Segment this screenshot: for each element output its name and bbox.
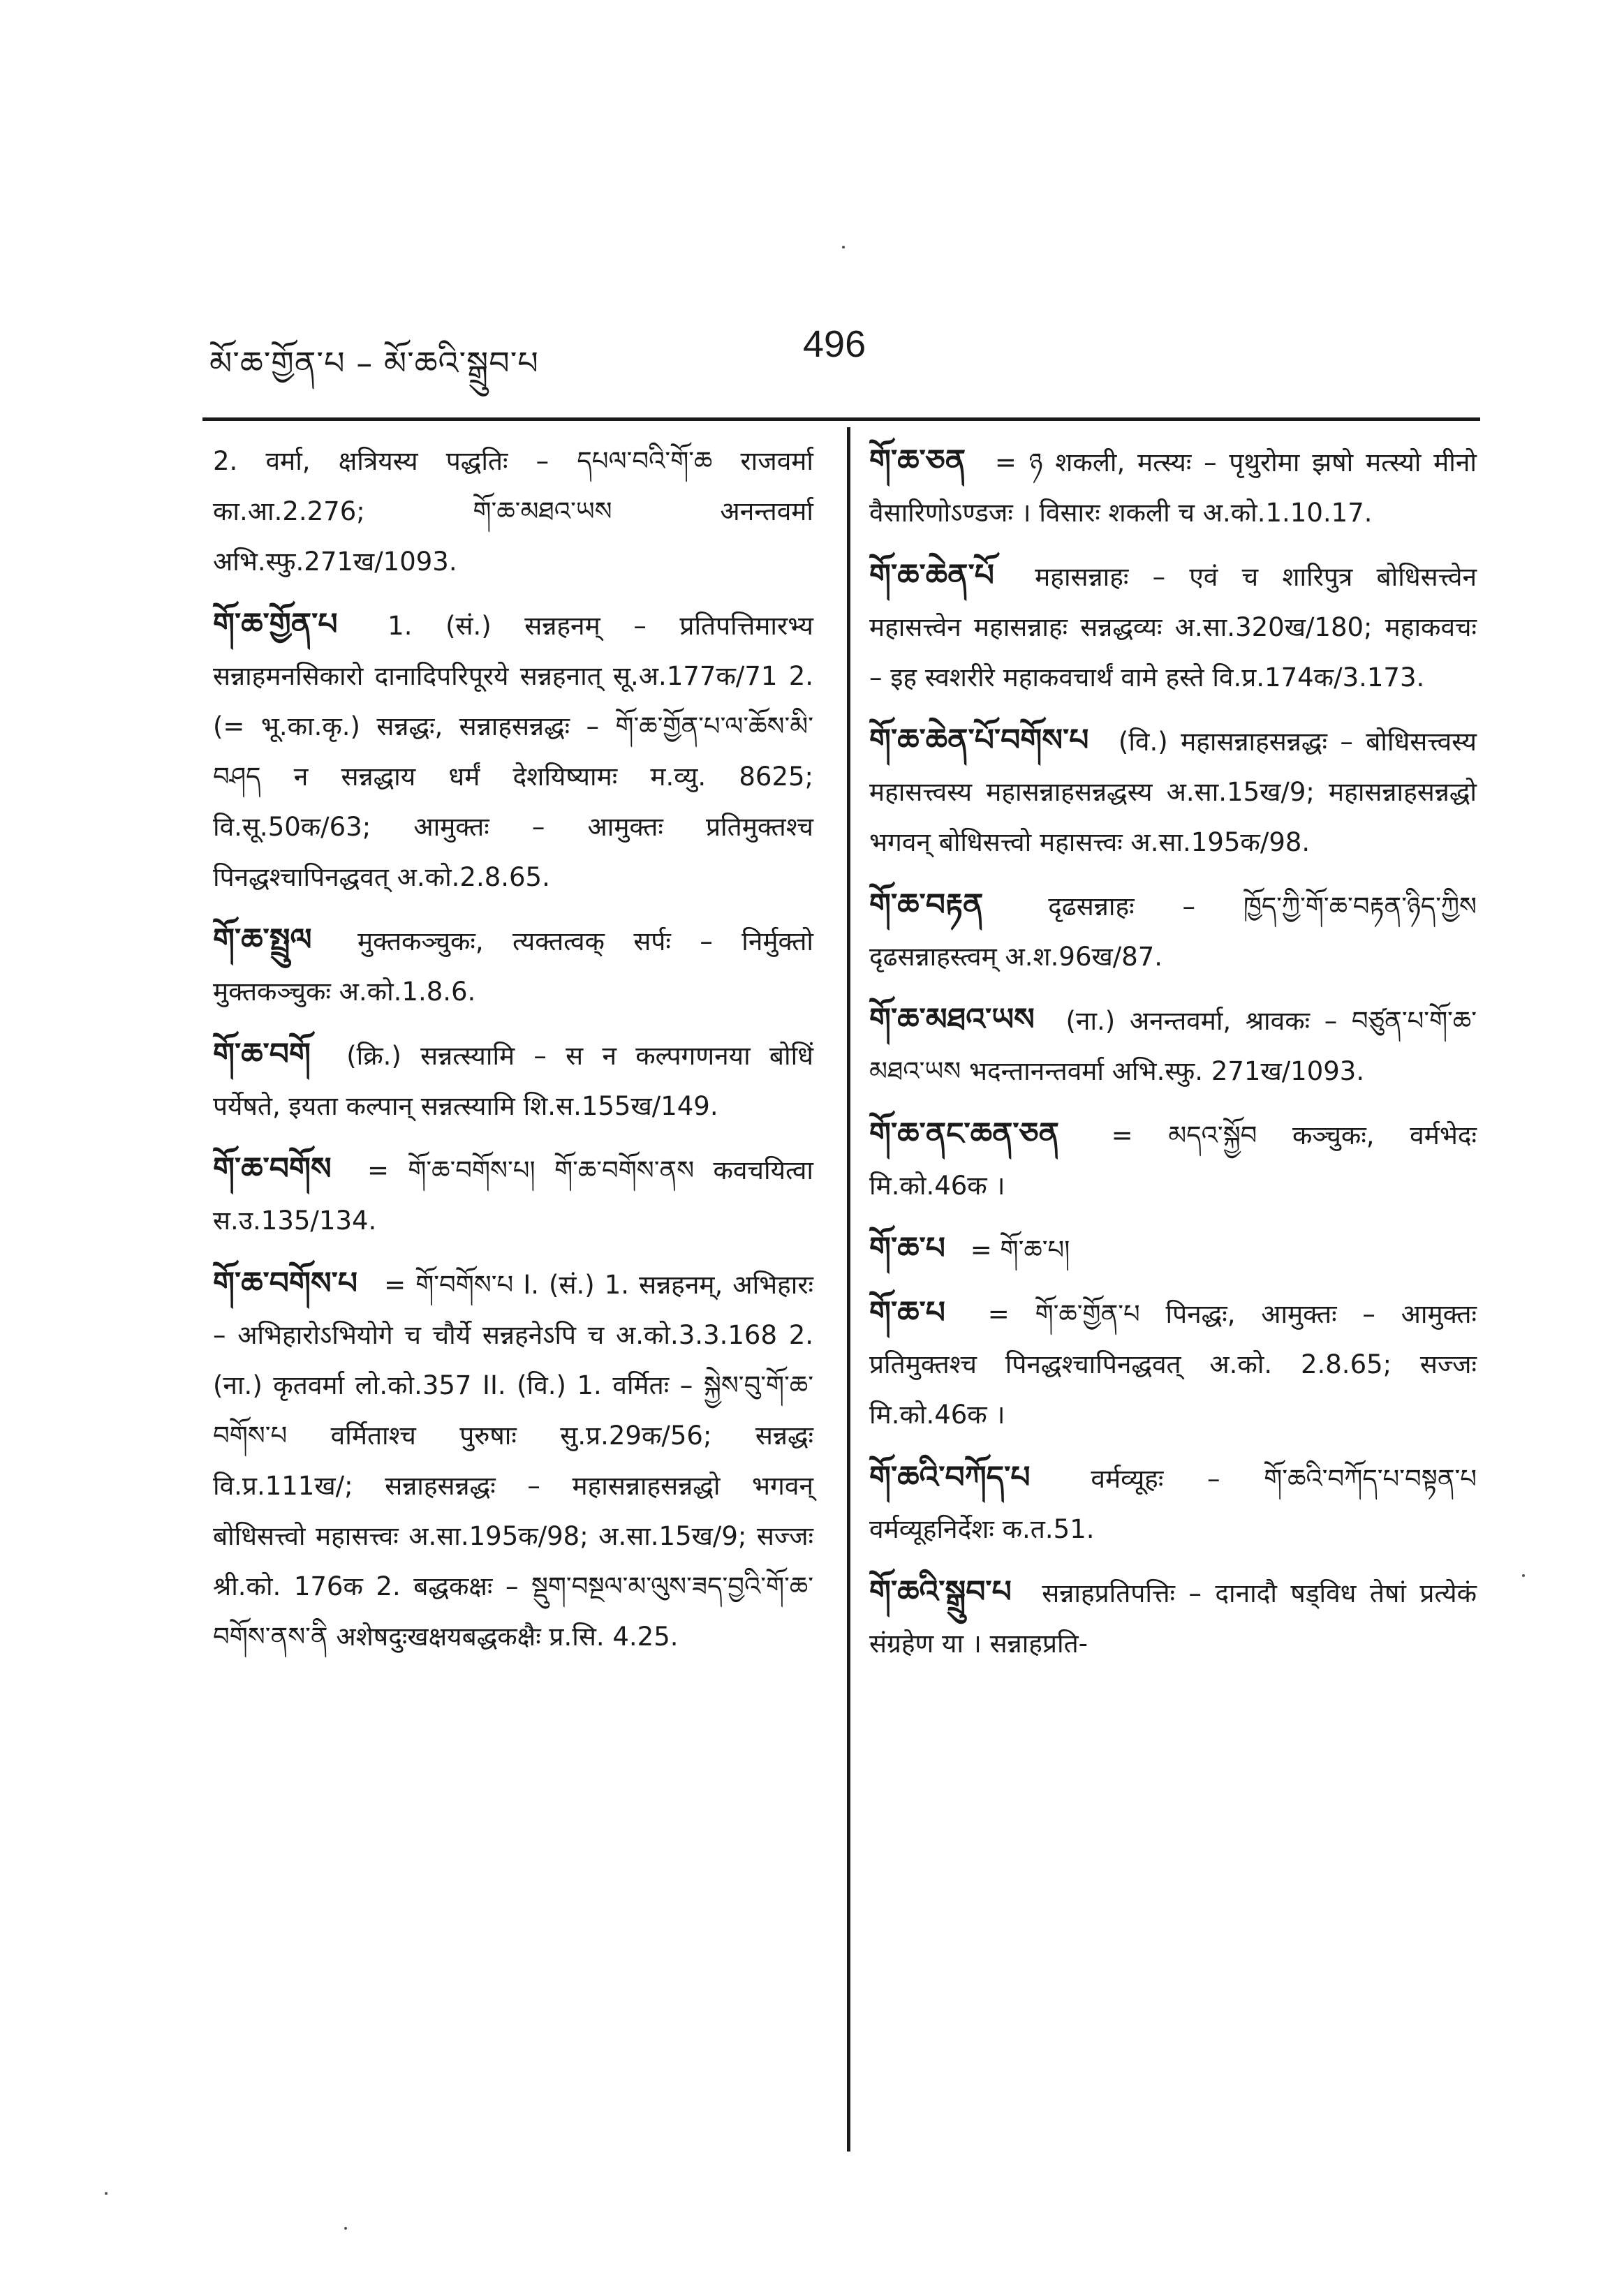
entry-headword: གོ་ཆ་ནང་ཆན་ཅན (869, 1116, 1060, 1152)
entry-headword: གོ་ཆ་བགོས་པ (213, 1266, 358, 1301)
dictionary-entry (213, 1030, 813, 1132)
scan-speck (1522, 1574, 1525, 1577)
scan-speck (842, 246, 845, 249)
entry-headword: གོ་ཆ་པ (869, 1295, 945, 1331)
entry-headword: གོ་ཆའི་བཀོད་པ (869, 1460, 1031, 1495)
page-number: 496 (803, 323, 866, 365)
running-head: མོ་ཆ་གྱོན་པ – མོ་ཆའི་སྒྲུབ་པ (209, 344, 539, 382)
entry-body: = གོ་ཆ་བགོས་པ། གོ་ཆ་བགོས་ནས कवचयित्वा स.उ.135/134. (213, 1155, 813, 1236)
entry-body: (ना.) अनन्तवर्मा, श्रावकः – བཙུན་པ་གོ་ཆ་མཐའ་ཡས भदन्तानन्तवर्मा अभि.स्फु. 271ख/1093. (869, 1006, 1477, 1086)
column-divider (847, 427, 850, 2151)
entry-body: मुक्तकञ्चुकः, त्यक्तत्वक् सर्पः – निर्मुक्तो मुक्तकञ्चुकः अ.को.1.8.6. (213, 926, 813, 1007)
entry-body: (वि.) महासन्नाहसन्नद्धः – बोधिसत्त्वस्य महासत्त्वस्य महासन्नाहसन्नद्धस्य अ.सा.15ख/9; महासन्नाहसन्नद्धो भगवन् बोधिसत्त्वो महासत्त्वः अ.सा.195क/98. (869, 727, 1477, 857)
dictionary-entry (869, 716, 1477, 868)
scan-speck (344, 2227, 347, 2230)
dictionary-entry (869, 1109, 1477, 1211)
entry-headword: གོ་ཆ་བགོས (213, 1151, 332, 1187)
dictionary-entry (869, 1567, 1477, 1669)
entry-headword: གོ་ཆ་ཅན (869, 443, 966, 479)
entry-body: सन्नाहप्रतिपत्तिः – दानादौ षड्विध तेषां प्रत्येकं संग्रहेण या । सन्नाहप्रति- (869, 1578, 1477, 1659)
entry-body: = གོ་བགོས་པ I. (सं.) 1. सन्नहनम्, अभिहारः – अभिहारोऽभियोगे च चौर्ये सन्नहनेऽपि च अ.को.3.3.168 2. (ना.) कृतवर्मा लो.को.357 II. (वि.) 1. वर्मितः – སྐྱེས་བུ་གོ་ཆ་བགོས་པ वर्मिताश्च पुरुषाः सु.प्र.29क/56; सन्नद्धः वि.प्र.111ख/; सन्नाहसन्नद्धः – महासन्नाहसन्नद्धो भगवन् बोधिसत्त्वो महासत्त्वः अ.सा.195क/98; अ.सा.15ख/9; सज्जः श्री.को. 176क 2. बद्धकक्षः – སྡུག་བསྔལ་མ་ལུས་ཟད་བྱའི་གོ་ཆ་བགོས་ནས་ནི अशेषदुःखक्षयबद्धकक्षैः प्र.सि. 4.25. (213, 1270, 814, 1652)
entry-headword: གོ་ཆ་བགོ (213, 1037, 311, 1072)
dictionary-entry (869, 995, 1477, 1097)
dictionary-entry (869, 551, 1477, 703)
entry-body: (क्रि.) सन्नत्स्यामि – स न कल्पगणनया बोधिं पर्येषते, इयता कल्पान् सन्नत्स्यामि शि.स.155ख/149. (213, 1041, 813, 1121)
entry-headword: གོ་ཆ་གྱོན་པ (213, 607, 338, 642)
entry-body: दृढसन्नाहः – ཁྱོད་ཀྱི་གོ་ཆ་བརྟན་ཉིད་ཀྱིས दृढसन्नाहस्त्वम् अ.श.96ख/87. (869, 891, 1477, 972)
dictionary-entry (869, 880, 1477, 982)
entry-headword: གོ་ཆའི་སྒྲུབ་པ (869, 1574, 1012, 1610)
entry-body: = གོ་ཆ་གྱོན་པ पिनद्धः, आमुक्तः – आमुक्तः प्रतिमुक्तश्च पिनद्धश्चापिनद्धवत् अ.को. 2.8.65; सज्जः मि.को.46क । (869, 1299, 1477, 1430)
entry-body: = མདའ་སྐྱོབ कञ्चुकः, वर्मभेदः मि.को.46क । (869, 1120, 1477, 1201)
dictionary-entry (869, 436, 1477, 538)
dictionary-entry (213, 1144, 813, 1246)
entry-body: वर्मव्यूहः – གོ་ཆའི་བཀོད་པ་བསྟན་པ वर्मव्यूहनिर्देशः क.त.51. (869, 1464, 1477, 1544)
entry-headword: གོ་ཆ་མཐའ་ཡས (869, 1002, 1035, 1037)
entry-headword: གོ་ཆ་སྤྲུལ (213, 922, 312, 958)
left-column (213, 436, 813, 1675)
entry-body: = ཉ शकली, मत्स्यः – पृथुरोमा झषो मत्स्यो मीनो वैसारिणोऽण्डजः । विसारः शकली च अ.को.1.10.17. (869, 447, 1477, 528)
dictionary-entry (869, 1288, 1477, 1440)
right-column (869, 436, 1477, 1682)
dictionary-entry (869, 1224, 1477, 1275)
entry-body: महासन्नाहः – एवं च शारिपुत्र बोधिसत्त्वेन महासत्त्वेन महासन्नाहः सन्नद्धव्यः अ.सा.320ख/180; महाकवचः – इह स्वशरीरे महाकवचार्थं वामे हस्ते वि.प्र.174क/3.173. (869, 562, 1477, 692)
dictionary-entry (213, 1259, 813, 1662)
dictionary-entry (213, 436, 813, 587)
entry-body: = གོ་ཆ་པ། (970, 1235, 1070, 1265)
entry-body: 1. (सं.) सन्नहनम् – प्रतिपत्तिमारभ्य सन्नाहमनसिकारो दानादिपरिपूरये सन्नहनात् सू.अ.177क/71 2. (= भू.का.कृ.) सन्नद्धः, सन्नाहसन्नद्धः – གོ་ཆ་གྱོན་པ་ལ་ཆོས་མི་བཤད न सन्नद्धाय धर्मं देशयिष्यामः म.व्यु. 8625; वि.सू.50क/63; आमुक्तः – आमुक्तः प्रतिमुक्तश्च पिनद्धश्चापिनद्धवत् अ.को.2.8.65. (213, 611, 813, 892)
dictionary-entry (213, 915, 813, 1017)
header-rule (202, 417, 1480, 421)
dictionary-entry (869, 1453, 1477, 1555)
entry-body: 2. वर्मा, क्षत्रियस्य पद्धतिः – དཔལ་བའི་གོ་ཆ राजवर्मा का.आ.2.276; གོ་ཆ་མཐའ་ཡས अनन्तवर्मा अभि.स्फु.271ख/1093. (213, 446, 813, 577)
scan-speck (105, 2192, 108, 2195)
dictionary-entry (213, 600, 813, 903)
entry-headword: གོ་ཆ་བརྟན (869, 887, 984, 923)
entry-headword: གོ་ཆ་ཆེན་པོ་བགོས་པ (869, 723, 1089, 758)
entry-headword: གོ་ཆ་ཆེན་པོ (869, 558, 994, 593)
entry-headword: གོ་ཆ་པ (869, 1231, 945, 1266)
